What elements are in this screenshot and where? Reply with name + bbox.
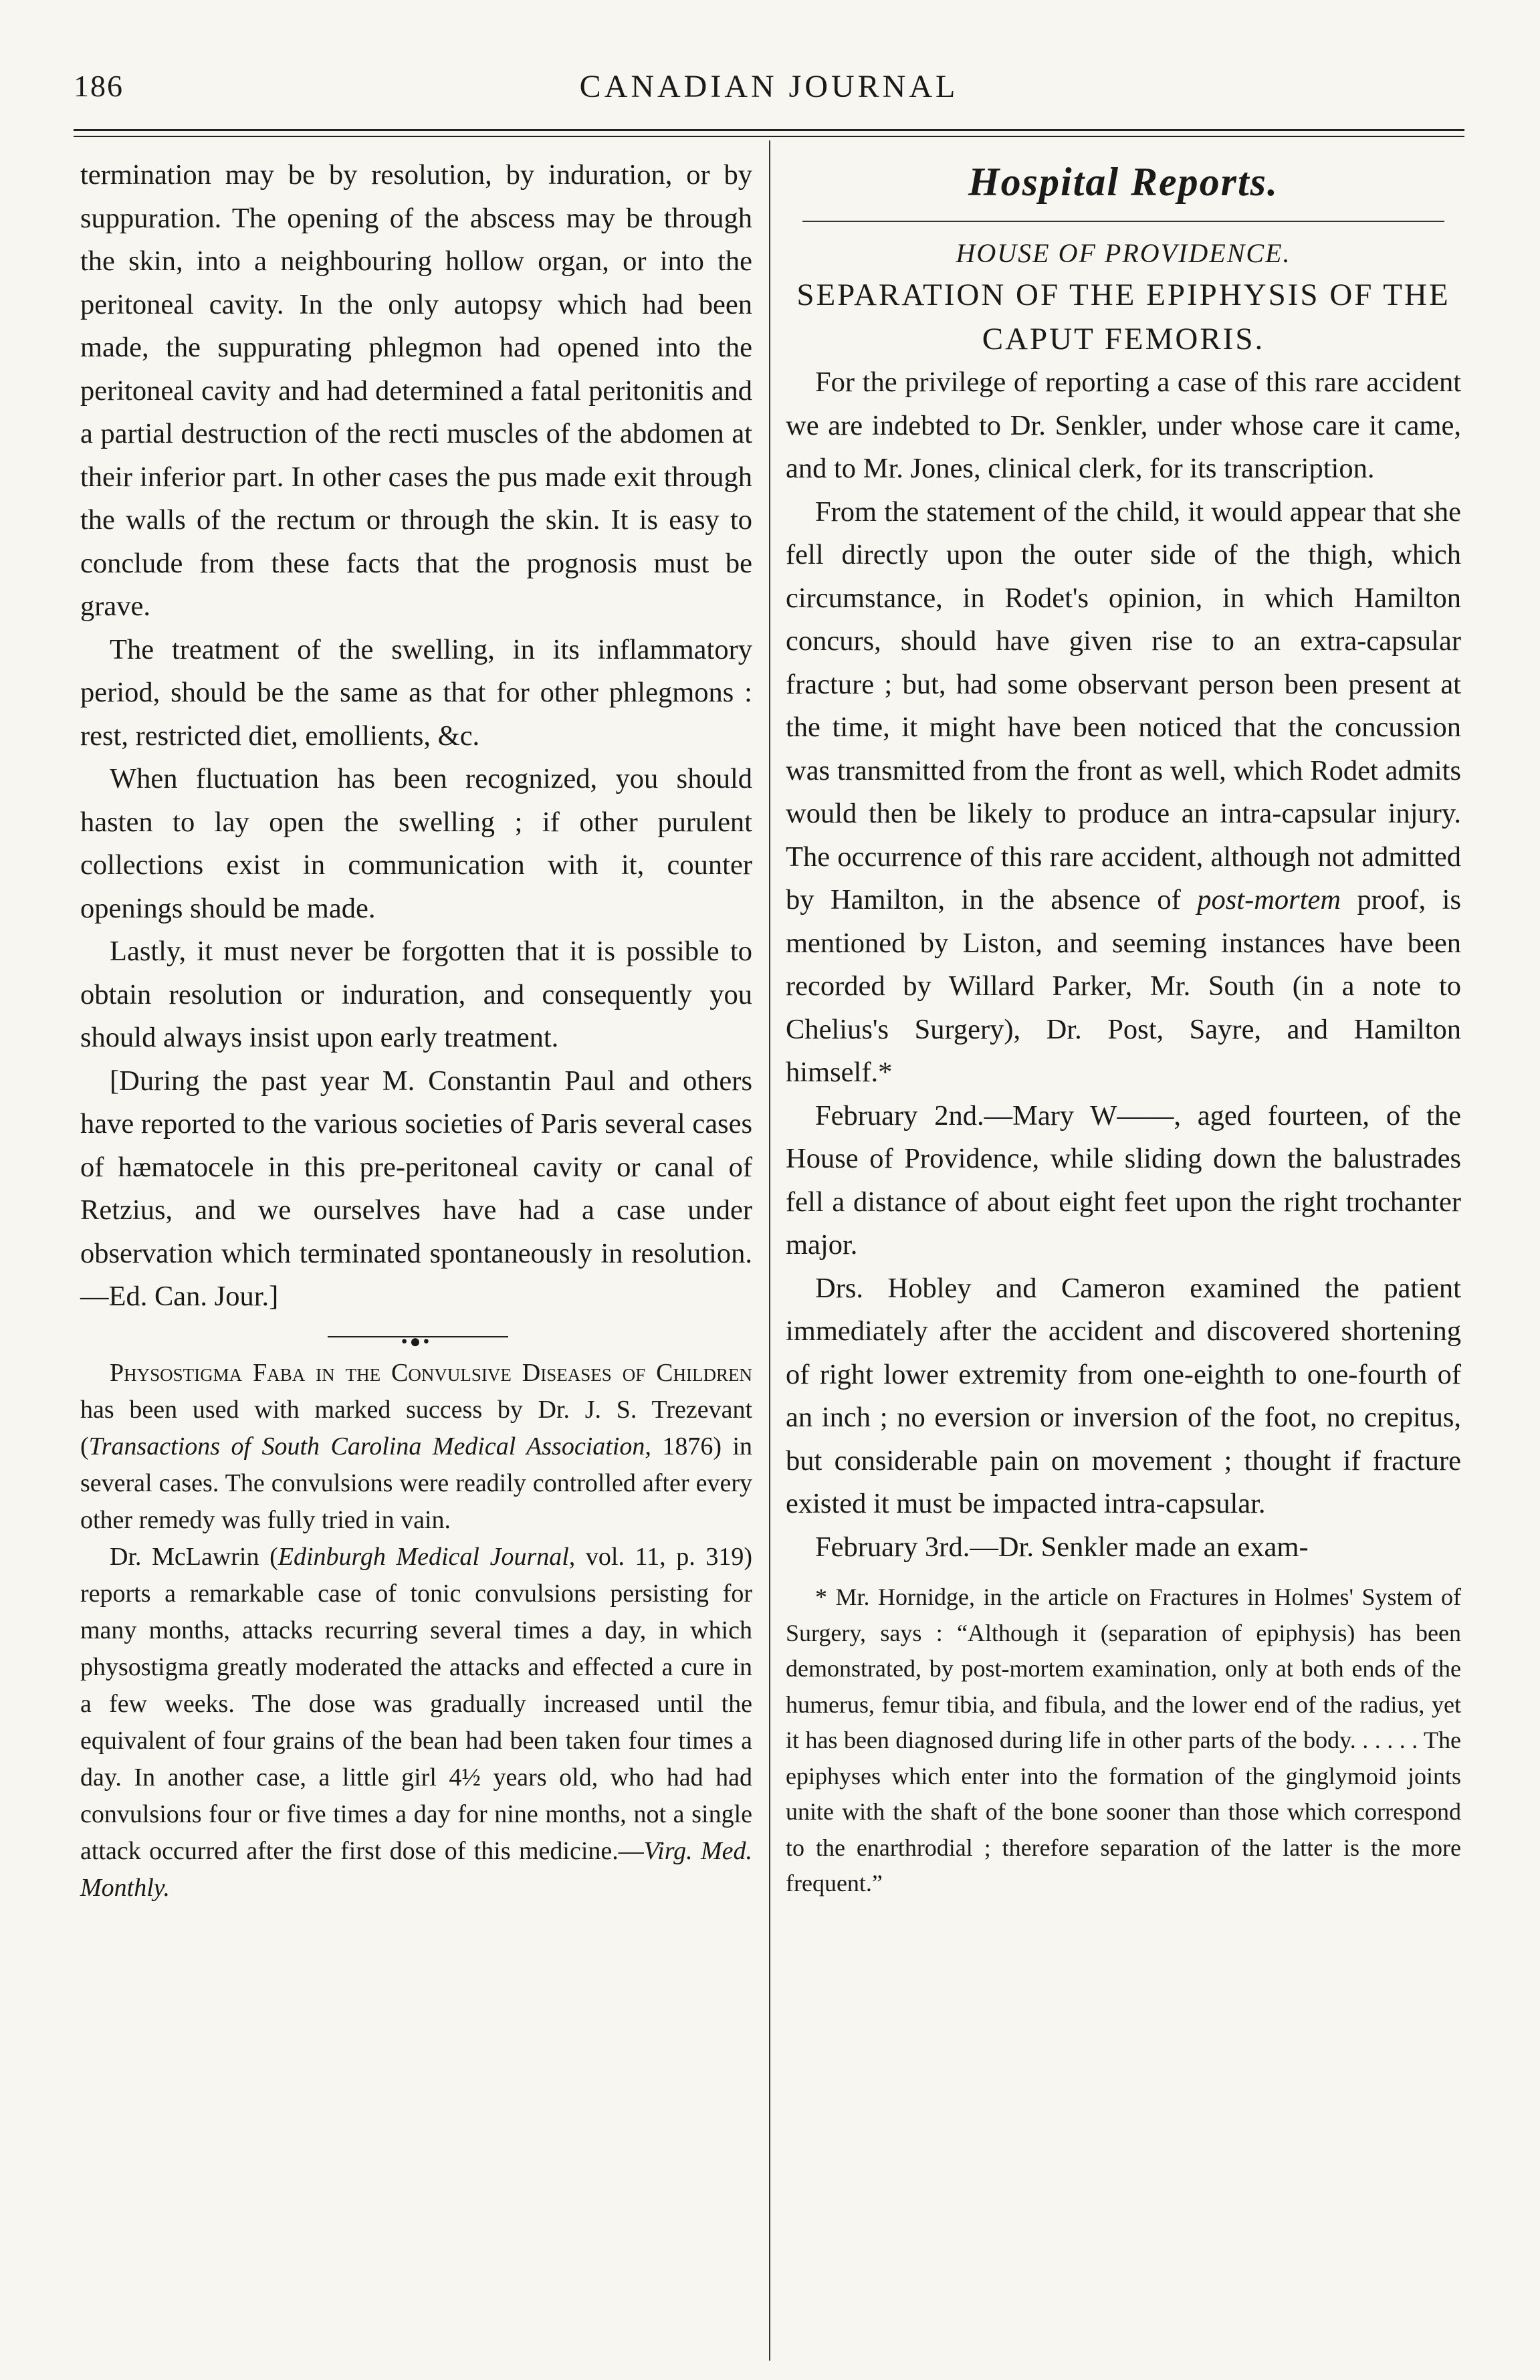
editor-note: [During the past year M. Constantin Paul and others have reported to the various societies of Paris several cases of hæmatocele in this pre-peritoneal cavity or canal of Retzius, and we ourselves have had a case under observation which terminated spontaneously in resolution. —Ed. Can. Jour.]: [80, 1065, 752, 1312]
case-title: SEPARATION OF THE EPIPHYSIS OF THE CAPUT FEMORIS.: [796, 278, 1450, 356]
mclawrin-paragraph: [80, 1539, 752, 1907]
left-column: [80, 154, 752, 1907]
citation-transactions: Transactions of South Carolina Medical Association,: [88, 1432, 651, 1461]
mclawrin-text-b: vol. 11, p. 319) reports a remarkable case of tonic convulsions persisting for many months, attacks recurring several times a day, in which physostigma greatly moderated the attacks and effected a cure in a few weeks. The dose was gradually increased until the equivalent of four grains of the bean had been taken four times a day. In another case, a little girl 4½ years old, who had had convulsions four or five times a day for nine months, not a single attack occurred after the first dose of this medicine.—: [80, 1542, 752, 1865]
running-head: CANADIAN JOURNAL: [579, 69, 959, 104]
citation-edinburgh: Edinburgh Medical Journal,: [278, 1542, 576, 1571]
institution-heading: HOUSE OF PROVIDENCE.: [956, 238, 1291, 268]
right-paragraph-3: February 2nd.—Mary W——, aged fourteen, of the House of Providence, while sliding down the balustrades fell a distance of about eight feet upon the right trochanter major.: [786, 1099, 1461, 1261]
right-column: [786, 154, 1461, 1902]
physostigma-paragraph: [80, 1355, 752, 1539]
post-mortem-term: post-mortem: [1197, 884, 1341, 915]
footnote-spacer: [786, 1569, 1461, 1580]
page-number: 186: [74, 69, 124, 103]
right-paragraph-4: Drs. Hobley and Cameron examined the patient immediately after the accident and discovered shortening of right lower extremity from one-eighth to one-fourth of an inch ; no eversion or inversion of the foot, no crepitus, but considerable pain on movement ; thought if fracture existed it must be impacted intra-capsular.: [786, 1272, 1461, 1519]
footnote: * Mr. Hornidge, in the article on Fractures in Holmes' System of Surgery, says : “Although it (separation of epiphysis) has been demonstrated, by post-mortem examination, only at both ends of the humerus, femur tibia, and fibula, and the lower end of the radius, yet it has been diagnosed during life in other parts of the body. . . . . . The epiphyses which enter into the formation of the ginglymoid joints unite with the shaft of the bone sooner than those which correspond to the enarthrodial ; therefore separation of the latter is the more frequent.”: [786, 1584, 1461, 1897]
section-separator: [80, 1319, 752, 1355]
column-divider: [769, 140, 770, 2361]
source-virg-med: Virg. Med. Monthly.: [80, 1836, 752, 1902]
mclawrin-text-a: Dr. McLawrin (: [110, 1542, 278, 1571]
right-paragraph-1: For the privilege of reporting a case of this rare accident we are indebted to Dr. Senkler, under whose care it came, and to Mr. Jones, clinical clerk, for its transcription.: [786, 366, 1461, 484]
left-paragraph-1: termination may be by resolution, by induration, or by suppuration. The opening of the abscess may be through the skin, into a neighbouring hollow organ, or into the peritoneal cavity. In the only autopsy which had been made, the suppurating phlegmon had opened into the peritoneal cavity and had determined a fatal peritonitis and a partial destruction of the recti muscles of the abdomen at their inferior part. In other cases the pus made exit through the walls of the rectum or through the skin. It is easy to conclude from these facts that the prognosis must be grave.: [80, 159, 752, 622]
section-title-hospital-reports: Hospital Reports.: [968, 160, 1279, 204]
left-paragraph-3: When fluctuation has been recognized, you should hasten to lay open the swelling ; if other purulent collections exist in communication with it, counter openings should be made.: [80, 763, 752, 924]
article-title: Physostigma Faba in the Convulsive Diseases of Children: [110, 1358, 752, 1387]
right-paragraph-2-b: proof, is mentioned by Liston, and seeming instances have been recorded by Willard Parker, Mr. South (in a note to Chelius's Surgery), Dr. Post, Sayre, and Hamilton himself.*: [786, 884, 1461, 1088]
right-paragraph-2-a: From the statement of the child, it would appear that she fell directly upon the outer side of the thigh, which circumstance, in Rodet's opinion, in which Hamilton concurs, should have given rise to an extra-capsular fracture ; but, had some observant person been present at the time, it might have been noticed that the concussion was transmitted from the front as well, which Rodet admits would then be likely to produce an intra-capsular injury. The occurrence of this rare accident, although not admitted by Hamilton, in the absence of: [786, 496, 1461, 915]
header-rule: [74, 129, 1464, 137]
physostigma-text-a: has been used with marked success by Dr. J. S. Trezevant (: [80, 1395, 752, 1461]
page-header: [74, 62, 1464, 115]
separator-ornament: •●•: [401, 1331, 432, 1352]
right-paragraph-2: [786, 491, 1461, 1095]
section-title-rule: [802, 221, 1444, 222]
left-paragraph-4: Lastly, it must never be forgotten that it is possible to obtain resolution or induration, and consequently you should always insist upon early treatment.: [80, 936, 752, 1053]
physostigma-text-b: 1876) in several cases. The convulsions were readily controlled after every other remedy was fully tried in vain.: [80, 1432, 752, 1534]
left-paragraph-2: The treatment of the swelling, in its inflammatory period, should be the same as that for other phlegmons : rest, restricted diet, emollients, &c.: [80, 633, 752, 752]
right-paragraph-5: February 3rd.—Dr. Senkler made an exam-: [815, 1531, 1309, 1563]
